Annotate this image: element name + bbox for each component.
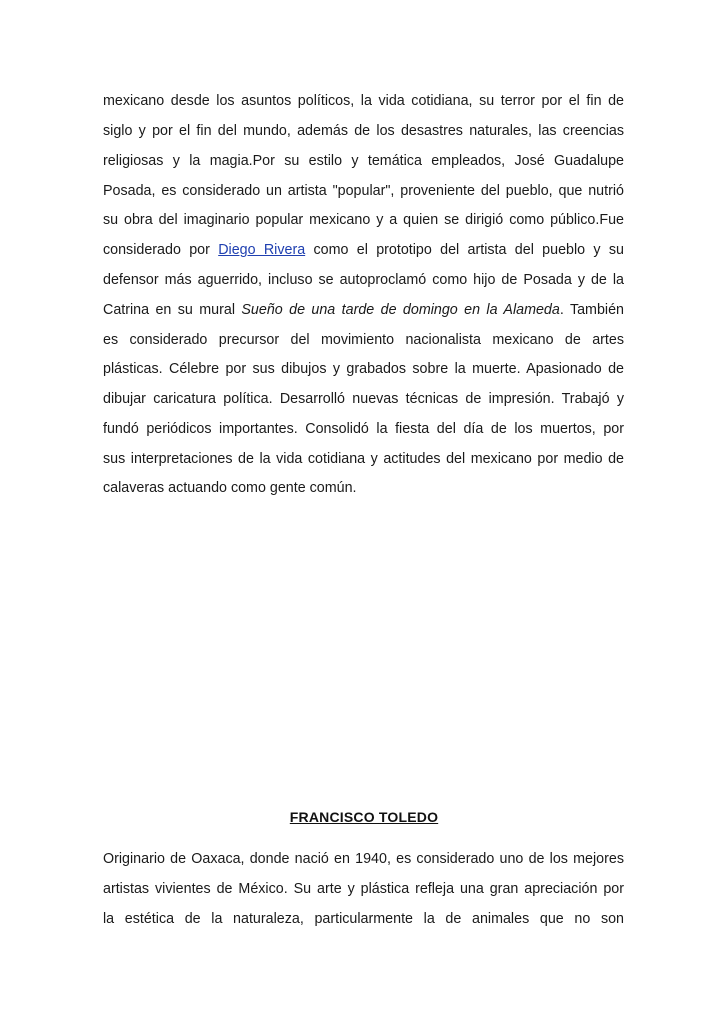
text-line: Originario de Oaxaca, donde nació en 1940, es considerado uno de los mejores — [103, 851, 624, 867]
text-line: fundó periódicos importantes. Consolidó la fiesta del día de los muertos, por — [103, 421, 624, 437]
text-line: defensor más aguerrido, incluso se autoproclamó como hijo de Posada y de la — [103, 272, 624, 288]
text-line — [103, 301, 624, 319]
text-line: su obra del imaginario popular mexicano y a quien se dirigió como público.Fue — [103, 212, 624, 228]
text-line: es considerado precursor del movimiento nacionalista mexicano de artes — [103, 332, 624, 348]
text-line: siglo y por el fin del mundo, además de los desastres naturales, las creencias — [103, 123, 624, 139]
text-line: Posada, es considerado un artista "popular", proveniente del pueblo, que nutrió — [103, 183, 624, 199]
text-line: sus interpretaciones de la vida cotidiana y actitudes del mexicano por medio de — [103, 451, 624, 467]
text-segment: Catrina en su mural — [103, 302, 242, 318]
text-line: plásticas. Célebre por sus dibujos y grabados sobre la muerte. Apasionado de — [103, 361, 624, 377]
text-segment: considerado por — [103, 242, 219, 258]
mural-title: Sueño de una tarde de domingo en la Alameda — [241, 302, 560, 318]
text-line — [103, 241, 624, 259]
text-segment: . También — [559, 302, 624, 318]
text-line: calaveras actuando como gente común. — [103, 480, 357, 496]
text-segment: como el prototipo del artista del pueblo y su — [305, 242, 624, 258]
diego-rivera-link[interactable]: Diego Rivera — [218, 242, 306, 258]
text-line: mexicano desde los asuntos políticos, la vida cotidiana, su terror por el fin de — [103, 93, 624, 109]
text-line: artistas vivientes de México. Su arte y plástica refleja una gran apreciación por — [103, 881, 624, 897]
heading-text: FRANCISCO TOLEDO — [289, 809, 439, 825]
text-line: la estética de la naturaleza, particularmente la de animales que no son — [103, 911, 624, 927]
section-heading — [0, 808, 728, 826]
text-line: dibujar caricatura política. Desarrolló nuevas técnicas de impresión. Trabajó y — [103, 391, 624, 407]
text-line: religiosas y la magia.Por su estilo y temática empleados, José Guadalupe — [103, 153, 624, 169]
